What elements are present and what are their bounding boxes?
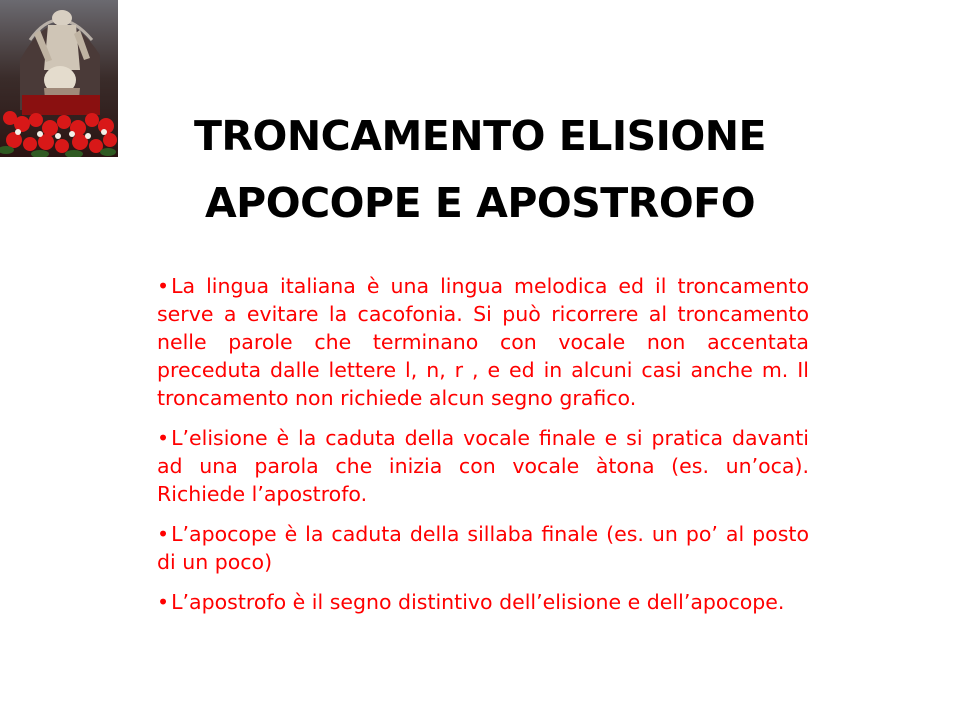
bullet-dot: • xyxy=(157,522,170,546)
bullet-dot: • xyxy=(157,590,170,614)
bullet-apocope xyxy=(157,520,809,576)
bullet-dot: • xyxy=(157,274,170,298)
slide-title-line-2: APOCOPE E APOSTROFO xyxy=(204,179,756,227)
bullet-text: L’elisione è la caduta della vocale finale e si pratica davanti ad una parola che inizia con vocale àtona (es. un’oca). Richiede l’apostrofo. xyxy=(157,426,809,506)
bullet-text: La lingua italiana è una lingua melodica ed il troncamento serve a evitare la cacofonia. Si può ricorrere al troncamento nelle parole che terminano con vocale non accentata preceduta dalle lettere l, n, r , e ed in alcuni casi anche m. Il troncamento non richiede alcun segno grafico. xyxy=(157,274,809,410)
slide-title-line-1: TRONCAMENTO ELISIONE xyxy=(193,112,767,160)
bullet-dot: • xyxy=(157,426,170,450)
bullet-elisione xyxy=(157,424,809,508)
bullet-text: L’apostrofo è il segno distintivo dell’elisione e dell’apocope. xyxy=(171,590,785,614)
bullet-text: L’apocope è la caduta della sillaba finale (es. un po’ al posto di un poco) xyxy=(157,522,809,574)
religious-statue-photo xyxy=(0,0,118,157)
bullet-troncamento xyxy=(157,272,809,412)
bullet-list xyxy=(157,272,809,628)
bullet-apostrofo xyxy=(157,588,809,616)
slide-title xyxy=(120,103,840,237)
